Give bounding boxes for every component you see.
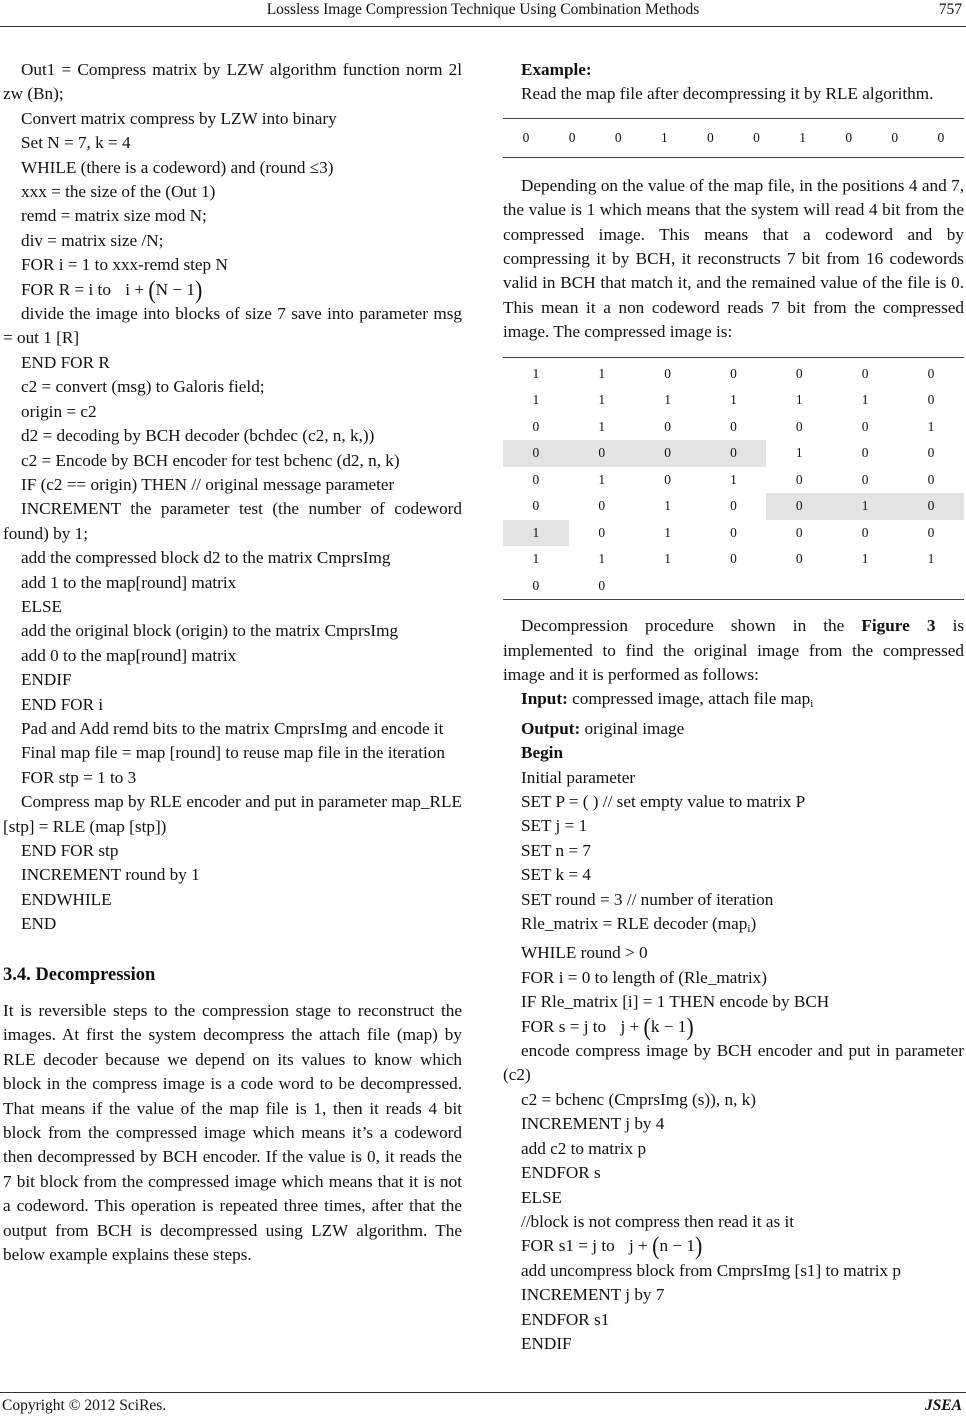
math-op: + — [638, 1236, 648, 1256]
algo-line: Out1 = Compress matrix by LZW algorithm function norm 2l zw (Bn); — [3, 60, 462, 104]
map-cell: 0 — [845, 129, 853, 145]
input-line — [503, 687, 964, 716]
algo-line: add c2 to matrix p — [521, 1138, 647, 1158]
bit-cell: 1 — [532, 551, 540, 567]
algo-line: Set N = 7, k = 4 — [21, 133, 131, 153]
output-label: Output: — [521, 718, 581, 738]
algo-line: END FOR i — [21, 694, 104, 714]
para2-pre: Decompression procedure shown in the — [521, 616, 845, 636]
table-row — [503, 546, 964, 573]
math-term: N — [155, 279, 169, 299]
bit-cell: 1 — [598, 418, 606, 434]
range-expression: j + (k − 1) — [620, 1011, 694, 1041]
bit-cell: 1 — [598, 471, 606, 487]
bit-cell: 1 — [795, 392, 803, 408]
algo-line: ENDIF — [521, 1333, 572, 1353]
algo-line: SET n = 7 — [521, 840, 592, 860]
bit-cell-codeword: 0 — [898, 493, 964, 520]
math-op: − — [672, 1236, 683, 1256]
algo-line: c2 = convert (msg) to Galoris field; — [21, 377, 265, 397]
compressed-image-table — [503, 357, 964, 601]
bit-cell: 0 — [598, 577, 606, 593]
input-subscript: i — [810, 698, 814, 711]
table-row — [503, 118, 964, 157]
algo-line: ENDFOR s — [521, 1163, 601, 1183]
bit-cell: 0 — [927, 524, 935, 540]
bit-cell: 1 — [861, 551, 869, 567]
bit-cell: 1 — [532, 392, 540, 408]
math-op: − — [663, 1016, 674, 1036]
math-term: n — [659, 1236, 669, 1256]
table-row — [503, 573, 964, 600]
algo-line: add uncompress block from CmprsImg [s1] to matrix p — [521, 1260, 901, 1280]
range-expression: j + (n − 1) — [629, 1231, 703, 1261]
running-title: Lossless Image Compression Technique Using Combination Methods — [266, 1, 700, 18]
algo-line: add the compressed block d2 to the matrix CmprsImg — [21, 548, 391, 568]
math-op: − — [172, 279, 183, 299]
bit-cell-codeword: 0 — [503, 440, 569, 467]
bit-cell: 0 — [795, 551, 803, 567]
page-number: 757 — [938, 1, 962, 18]
map-cell: 0 — [937, 129, 945, 145]
algo-line: xxx = the size of the (Out 1) — [21, 182, 216, 202]
bit-cell: 0 — [927, 392, 935, 408]
bit-cell: 0 — [927, 445, 935, 461]
algo-line: Final map file = map [round] to reuse map file in the iteration — [21, 743, 445, 763]
bit-cell — [701, 573, 767, 600]
bit-cell: 0 — [730, 498, 737, 514]
map-file-table — [503, 118, 964, 158]
journal-abbreviation: JSEA — [924, 1397, 962, 1414]
algo-line: END FOR stp — [21, 841, 119, 860]
bit-cell: 1 — [598, 365, 606, 381]
example-label: Example: — [521, 60, 592, 79]
math-term: 1 — [677, 1016, 687, 1036]
bit-cell: 1 — [730, 471, 737, 487]
algo-line: add 0 to the map[round] matrix — [21, 645, 237, 665]
bit-cell: 0 — [664, 418, 671, 434]
copyright-notice: Copyright © 2012 SciRes. — [2, 1397, 167, 1414]
math-term: j — [629, 1236, 634, 1256]
bit-cell: 0 — [795, 471, 803, 487]
bit-cell-codeword: 0 — [701, 440, 767, 467]
section-paragraph: It is reversible steps to the compression stage to reconstruct the images. At first the system decompress the attach file (map) by RLE decoder because we depend on its values to know which block in the compress image is a code word to be decompressed. That means if the value of the map file is 1, then it reads 4 bit block from the compressed image which means it’s a codeword then decompressed by BCH encoder. If the value is 0, it reads the 7 bit block from the compressed image which means that it is not a codeword. This operation is repeated three times, after that the output from BCH is decompressed using LZW algorithm. The below example explains these steps. — [3, 1001, 462, 1265]
input-text: compressed image, attach file map — [572, 689, 811, 709]
bit-cell-codeword: 0 — [635, 440, 701, 467]
bit-cell: 1 — [664, 524, 671, 540]
map-cell: 0 — [753, 129, 760, 145]
algo-line: ENDIF — [21, 670, 72, 690]
map-cell: 1 — [660, 129, 668, 145]
table-row — [503, 493, 964, 520]
algo-line: FOR i = 0 to length of (Rle_matrix) — [521, 967, 767, 987]
bit-cell: 0 — [730, 551, 737, 567]
algo-line: encode compress image by BCH encoder and put in parameter (c2) — [503, 1041, 964, 1085]
bit-cell — [832, 573, 898, 600]
page-header — [0, 0, 966, 27]
algo-line: END FOR R — [21, 352, 110, 372]
algo-line: add the original block (origin) to the matrix CmprsImg — [21, 621, 399, 641]
bit-cell: 0 — [861, 445, 869, 461]
para2-post: is implemented to find the original image from the compressed image and it is performed as follows: — [503, 616, 965, 684]
map-cell: 0 — [891, 129, 899, 145]
algo-line: SET round = 3 // number of iteration — [521, 889, 774, 909]
bit-cell: 1 — [664, 498, 671, 514]
bit-cell — [635, 573, 701, 600]
algo-line: INCREMENT the parameter test (the number of codeword found) by 1; — [3, 499, 462, 543]
bit-cell: 0 — [598, 498, 606, 514]
algo-line: Compress map by RLE encoder and put in parameter map_RLE [stp] = RLE (map [stp]) — [3, 792, 462, 836]
bit-cell: 1 — [927, 418, 935, 434]
algo-line: INCREMENT j by 7 — [521, 1285, 665, 1305]
algo-line: INCREMENT round by 1 — [21, 865, 200, 885]
table-row — [503, 387, 964, 414]
bit-cell: 1 — [927, 551, 935, 567]
section-heading: 3.4. Decompression — [3, 964, 156, 985]
output-line — [503, 717, 964, 741]
bit-cell: 0 — [532, 498, 540, 514]
bit-cell-codeword: 0 — [569, 440, 635, 467]
algo-line: SET k = 4 — [521, 865, 592, 885]
bit-cell — [766, 573, 832, 600]
bit-cell: 0 — [598, 524, 606, 540]
output-text: original image — [584, 718, 685, 738]
algo-line: add 1 to the map[round] matrix — [21, 572, 237, 592]
bit-cell: 0 — [927, 471, 935, 487]
math-term: 1 — [686, 1236, 695, 1256]
algo-line: divide the image into blocks of size 7 save into parameter msg = out 1 [R] — [3, 304, 462, 348]
rle-subscript: i — [747, 923, 751, 936]
bit-cell: 0 — [532, 471, 540, 487]
map-cell: 0 — [707, 129, 714, 145]
bit-cell: 1 — [598, 551, 606, 567]
bit-cell: 0 — [532, 577, 540, 593]
bit-cell: 1 — [730, 392, 737, 408]
algo-line: IF (c2 == origin) THEN // original message parameter — [21, 474, 395, 494]
algo-line: END — [21, 914, 57, 934]
bit-cell: 1 — [861, 392, 869, 408]
bit-cell: 0 — [795, 365, 803, 381]
bit-cell: 0 — [532, 418, 540, 434]
algo-line: INCREMENT j by 4 — [521, 1114, 665, 1134]
algo-line: FOR i = 1 to xxx-remd step N — [21, 255, 228, 275]
bit-cell: 0 — [861, 418, 869, 434]
map-cell: 0 — [522, 129, 530, 145]
algo-line: div = matrix size /N; — [21, 230, 164, 250]
algo-line: origin = c2 — [21, 401, 97, 421]
algo-line-for-r — [3, 274, 462, 304]
page-footer — [0, 1392, 966, 1416]
bit-cell: 1 — [664, 392, 671, 408]
math-term: 1 — [186, 279, 195, 299]
bit-cell: 0 — [664, 471, 671, 487]
bit-cell: 0 — [664, 365, 671, 381]
bit-cell: 0 — [927, 365, 935, 381]
table-row — [503, 467, 964, 494]
for-s-text: FOR s = j to — [521, 1016, 607, 1036]
table-row — [503, 357, 964, 387]
bit-cell: 0 — [730, 524, 737, 540]
bit-cell-codeword: 1 — [503, 520, 569, 547]
algo-line: Initial parameter — [521, 767, 636, 787]
algo-line: c2 = bchenc (CmprsImg (s)), n, k) — [521, 1089, 756, 1109]
algo-line: WHILE (there is a codeword) and (round ≤3) — [21, 157, 334, 177]
bit-cell: 0 — [795, 418, 803, 434]
bit-cell: 1 — [598, 392, 606, 408]
for-s1-text: FOR s1 = j to — [521, 1236, 615, 1256]
table-row — [503, 414, 964, 441]
range-expression: i + (N − 1) — [125, 274, 203, 304]
table-row — [503, 520, 964, 547]
rle-line — [503, 912, 964, 941]
algo-line: FOR stp = 1 to 3 — [21, 767, 137, 787]
algo-line: d2 = decoding by BCH decoder (bchdec (c2, n, k,)) — [21, 426, 375, 446]
map-cell: 1 — [799, 129, 806, 145]
map-cell: 0 — [614, 129, 622, 145]
algo-line: Convert matrix compress by LZW into binary — [21, 108, 337, 128]
bit-cell: 1 — [532, 365, 540, 381]
paragraph-map-explanation: Depending on the value of the map file, in the positions 4 and 7, the value is 1 which means that the system will read 4 bit from the compressed image. This means that a codeword and by compressing it by BCH, it reconstructs 7 bit from 16 codewords valid in BCH that match it, and the remained value of the file is 0. This mean it a non codeword reads 7 bit from the compressed image. The compressed image is: — [503, 175, 964, 342]
bit-cell-codeword: 0 — [766, 493, 832, 520]
algo-line: Pad and Add remd bits to the matrix CmprsImg and encode it — [21, 718, 444, 738]
begin-label: Begin — [521, 743, 564, 763]
bit-cell: 0 — [861, 524, 869, 540]
bit-cell: 0 — [795, 524, 803, 540]
bit-cell: 1 — [664, 551, 671, 567]
table-row — [503, 440, 964, 467]
math-op: + — [134, 279, 145, 299]
rle-close: ) — [750, 914, 757, 934]
algo-line-for-s — [503, 1011, 964, 1041]
algo-line: SET P = ( ) // set empty value to matrix P — [521, 792, 806, 811]
left-column — [3, 58, 462, 1268]
algo-line: IF Rle_matrix [i] = 1 THEN encode by BCH — [521, 992, 830, 1012]
math-term: i — [125, 279, 131, 299]
bit-cell — [898, 573, 964, 600]
algo-line: //block is not compress then read it as it — [521, 1211, 795, 1231]
for-r-text: FOR R = i to — [21, 279, 111, 299]
bit-cell-codeword: 1 — [832, 493, 898, 520]
rle-text: Rle_matrix = RLE decoder (map — [521, 914, 748, 934]
bit-cell: 0 — [861, 471, 869, 487]
algo-line: ELSE — [21, 596, 63, 616]
example-text: Read the map file after decompressing it by RLE algorithm. — [521, 84, 934, 104]
bit-cell: 1 — [795, 445, 803, 461]
algo-line: SET j = 1 — [521, 816, 588, 836]
math-term: k — [650, 1016, 660, 1036]
map-cell: 0 — [568, 129, 576, 145]
bit-cell: 0 — [730, 365, 737, 381]
math-term: j — [620, 1016, 626, 1036]
algo-line: ELSE — [521, 1187, 563, 1207]
input-label: Input: — [521, 689, 568, 709]
figure-reference: Figure 3 — [861, 616, 936, 636]
bit-cell: 0 — [861, 365, 869, 381]
algo-line: ENDWHILE — [21, 889, 112, 909]
right-column — [503, 58, 964, 1356]
bit-cell: 0 — [730, 418, 737, 434]
math-op: + — [629, 1016, 640, 1036]
algo-line: ENDFOR s1 — [521, 1309, 610, 1329]
algo-line: remd = matrix size mod N; — [21, 206, 207, 226]
paragraph-decompression — [503, 614, 964, 687]
algo-line: WHILE round > 0 — [521, 943, 648, 963]
algo-line-for-s1 — [503, 1231, 964, 1261]
algo-line: c2 = Encode by BCH encoder for test bchenc (d2, n, k) — [21, 450, 400, 470]
